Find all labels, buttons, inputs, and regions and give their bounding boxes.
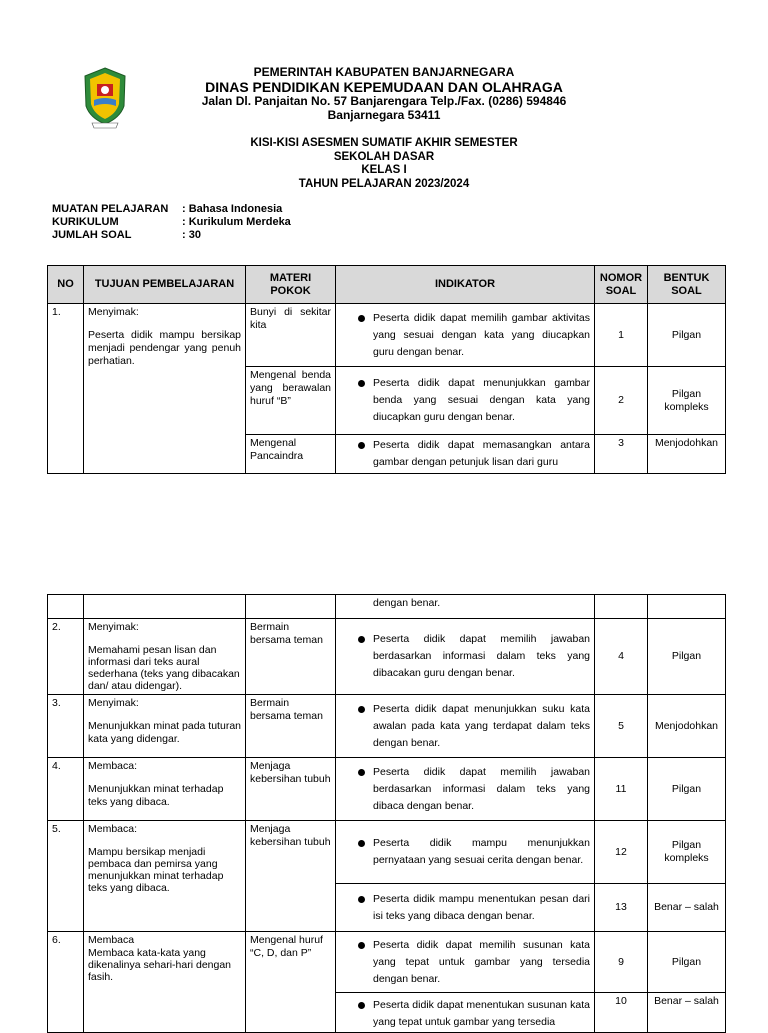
col-header-bentuk: BENTUK SOAL (648, 266, 726, 304)
row-number: 6. (48, 932, 84, 1033)
meta-label: MUATAN PELAJARAN (52, 203, 169, 215)
bullet-icon (358, 380, 365, 387)
indikator-text: Peserta didik dapat memasangkan antara gambar dengan petunjuk lisan dari guru (373, 439, 590, 468)
bullet-icon (358, 636, 365, 643)
nomor-soal-cell: 13 (595, 884, 648, 932)
materi-cell: Menjaga kebersihan tubuh (246, 758, 336, 821)
bentuk-soal-cell: Pilgan (648, 619, 726, 695)
header-government: PEMERINTAH KABUPATEN BANJARNEGARA (253, 65, 515, 79)
bullet-icon (358, 706, 365, 713)
materi-cell: Menjaga kebersihan tubuh (246, 821, 336, 932)
indikator-cell (336, 595, 595, 619)
indikator-text: Peserta didik dapat memilih jawaban berdasarkan informasi dalam teks yang dibacakan guru dengan benar. (373, 633, 590, 679)
col-header-nomor: NOMOR SOAL (595, 266, 648, 304)
col-header-no: NO (48, 266, 84, 304)
header-agency: DINAS PENDIDIKAN KEPEMUDAAN DAN OLAHRAGA (205, 79, 563, 95)
tujuan-text: Peserta didik mampu bersikap menjadi pendengar yang penuh perhatian. (88, 329, 241, 367)
table-row (48, 932, 726, 993)
row-number: 3. (48, 695, 84, 758)
col-header-materi: MATERI POKOK (246, 266, 336, 304)
bullet-icon (358, 442, 365, 449)
row-number: 1. (48, 304, 84, 474)
tujuan-cell (84, 932, 246, 1033)
indikator-text: Peserta didik dapat memilih susunan kata yang tepat untuk gambar yang tersedia dengan benar. (373, 938, 590, 985)
col-header-indikator: INDIKATOR (336, 266, 595, 304)
indikator-text: dengan benar. (373, 597, 441, 609)
row-number: 5. (48, 821, 84, 932)
bentuk-soal-cell: Pilgan kompleks (648, 367, 726, 435)
tujuan-cell (84, 758, 246, 821)
bullet-icon (358, 315, 365, 322)
bullet-icon (358, 942, 365, 949)
tujuan-title: Menyimak: (88, 306, 139, 318)
indikator-cell (336, 884, 595, 932)
meta-label: JUMLAH SOAL (52, 229, 132, 241)
nomor-soal-cell: 2 (595, 367, 648, 435)
nomor-soal-cell: 9 (595, 932, 648, 993)
table-row (48, 695, 726, 758)
tujuan-cell (84, 304, 246, 474)
materi-cell: Bermain bersama teman (246, 695, 336, 758)
tujuan-cell (84, 821, 246, 932)
bullet-icon (358, 1002, 365, 1009)
bentuk-soal-cell: Pilgan (648, 932, 726, 993)
table-row (48, 619, 726, 695)
tujuan-text: Membaca kata-kata yang dikenalinya sehari-hari dengan fasih. (88, 947, 232, 983)
indikator-cell (336, 932, 595, 993)
bentuk-soal-cell: Menjodohkan (648, 695, 726, 758)
grid-table-page-2 (47, 594, 726, 1033)
nomor-soal-cell: 10 (595, 993, 648, 1033)
tujuan-text: Memahami pesan lisan dan informasi dari teks aural sederhana (teks yang dibacakan dan/ atau didengar). (88, 644, 240, 692)
tujuan-title: Membaca (88, 934, 135, 946)
nomor-soal-cell: 11 (595, 758, 648, 821)
indikator-text: Peserta didik dapat menunjukkan suku kata awalan pada kata yang terdapat dalam teks dengan benar. (373, 702, 590, 749)
meta-value: : 30 (182, 229, 201, 241)
bentuk-soal-cell: Benar – salah (648, 884, 726, 932)
nomor-soal-cell: 12 (595, 821, 648, 884)
nomor-soal-cell: 3 (595, 435, 648, 474)
table-row (48, 304, 726, 367)
doc-title: KISI-KISI ASESMEN SUMATIF AKHIR SEMESTER (250, 137, 518, 149)
bentuk-soal-cell: Benar – salah (648, 993, 726, 1033)
indikator-text: Peserta didik mampu menentukan pesan dari isi teks yang dibaca dengan benar. (373, 892, 590, 922)
indikator-text: Peserta didik dapat memilih jawaban berdasarkan informasi dalam teks yang dibaca dengan benar. (373, 765, 590, 812)
bentuk-soal-cell: Menjodohkan (648, 435, 726, 474)
indikator-cell (336, 367, 595, 435)
indikator-cell (336, 304, 595, 367)
header-address: Jalan Dl. Panjaitan No. 57 Banjarengara Telp./Fax. (0286) 594846 (201, 94, 567, 108)
meta-value: : Bahasa Indonesia (182, 203, 283, 215)
nomor-soal-cell: 5 (595, 695, 648, 758)
materi-cell: Mengenal Pancaindra (246, 435, 336, 474)
indikator-cell (336, 993, 595, 1033)
grid-table-page-1 (47, 265, 726, 474)
tujuan-cell (84, 619, 246, 695)
nomor-soal-cell: 1 (595, 304, 648, 367)
nomor-soal-cell: 4 (595, 619, 648, 695)
materi-cell: Bunyi di sekitar kita (246, 304, 336, 367)
row-number: 2. (48, 619, 84, 695)
table-row (48, 758, 726, 821)
row-number: 4. (48, 758, 84, 821)
indikator-cell (336, 695, 595, 758)
indikator-cell (336, 821, 595, 884)
meta-value: : Kurikulum Merdeka (182, 216, 291, 228)
indikator-text: Peserta didik dapat memilih gambar aktivitas yang sesuai dengan kata yang diucapkan guru dengan benar. (373, 311, 590, 358)
bullet-icon (358, 769, 365, 776)
table-row (48, 821, 726, 884)
indikator-text: Peserta didik dapat menunjukkan gambar benda yang sesuai dengan kata yang diucapkan guru dengan benar. (373, 377, 590, 423)
bentuk-soal-cell: Pilgan (648, 304, 726, 367)
tujuan-cell (84, 695, 246, 758)
table-row (48, 595, 726, 619)
materi-cell: Mengenal benda yang berawalan huruf “B” (246, 367, 336, 435)
indikator-cell (336, 619, 595, 695)
bullet-icon (358, 840, 365, 847)
tujuan-title: Membaca: (88, 760, 138, 772)
bentuk-soal-cell: Pilgan (648, 758, 726, 821)
indikator-text: Peserta didik mampu menunjukkan pernyataan yang sesuai cerita dengan benar. (373, 837, 590, 866)
tujuan-title: Menyimak: (88, 621, 139, 633)
indikator-cell (336, 758, 595, 821)
tujuan-title: Membaca: (88, 823, 138, 835)
indikator-text: Peserta didik dapat menentukan susunan kata yang tepat untuk gambar yang tersedia (373, 999, 590, 1028)
header-city: Banjarnegara 53411 (327, 108, 441, 122)
meta-label: KURIKULUM (52, 216, 119, 228)
tujuan-text: Menunjukkan minat pada tuturan kata yang didengar. (88, 720, 241, 745)
doc-class: KELAS I (361, 164, 407, 176)
tujuan-text: Mampu bersikap menjadi pembaca dan pemirsa yang menunjukkan minat terhadap teks yang dibaca. (88, 846, 224, 894)
col-header-tujuan: TUJUAN PEMBELAJARAN (84, 266, 246, 304)
tujuan-text: Menunjukkan minat terhadap teks yang dibaca. (88, 783, 224, 808)
indikator-cell (336, 435, 595, 474)
materi-cell: Bermain bersama teman (246, 619, 336, 695)
bullet-icon (358, 896, 365, 903)
materi-cell: Mengenal huruf “C, D, dan P” (246, 932, 336, 1033)
doc-school-year: TAHUN PELAJARAN 2023/2024 (298, 178, 470, 190)
doc-school-level: SEKOLAH DASAR (333, 151, 435, 163)
bentuk-soal-cell: Pilgan kompleks (648, 821, 726, 884)
tujuan-title: Menyimak: (88, 697, 139, 709)
